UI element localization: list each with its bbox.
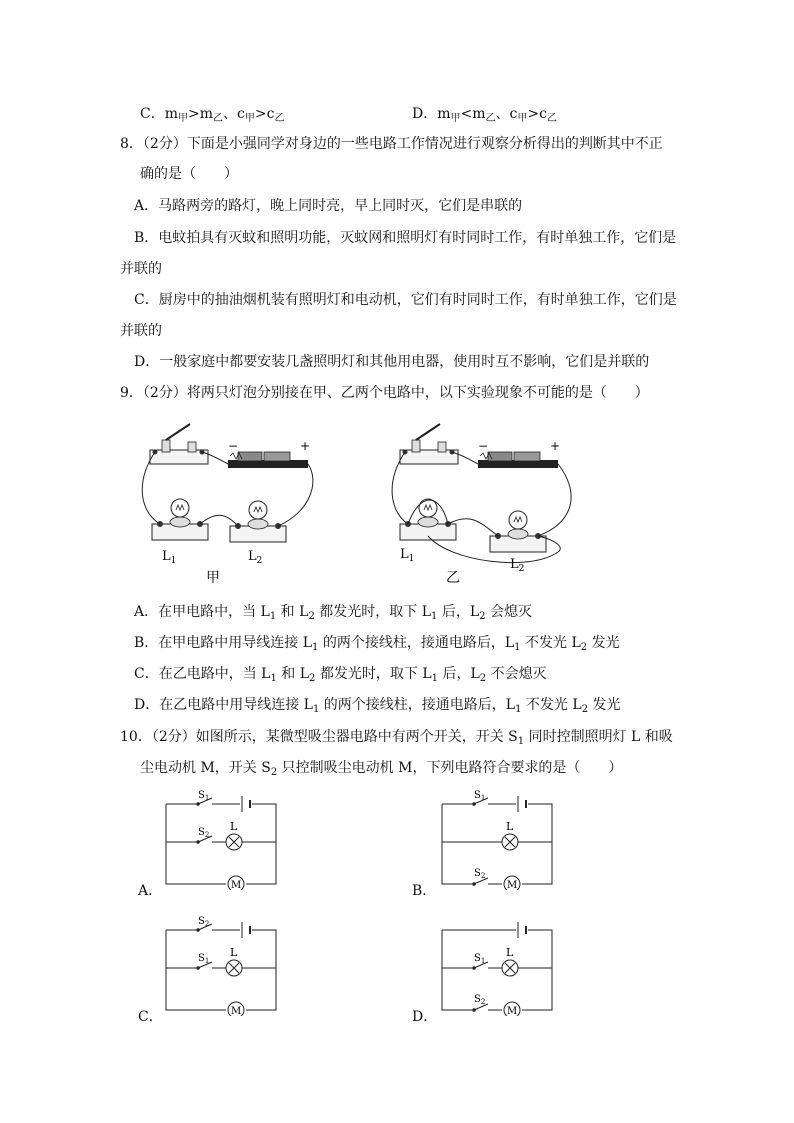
q8-option-c-line2: 并联的 [120,323,162,339]
q9-figure [130,412,600,592]
q9-caption-yi: 乙 [446,570,460,586]
q9-option-b: B．在甲电路中用导线连接 $L_1$ 的两个接线柱，接通电路后，$L_1$ 不发光 $L_2$ 发光 [134,635,620,653]
q9-label-l1-left: $L_1$ [162,549,177,566]
q8-option-c-line1: C．厨房中的抽油烟机装有照明灯和电动机，它们有时同时工作，有时单独工作，它们是 [134,292,677,308]
q9-option-a: A．在甲电路中，当 $L_1$ 和 $L_2$ 都发光时，取下 $L_1$ 后，$L_2$ 会熄灭 [134,604,532,622]
q10-diagram-c [160,916,290,1016]
q10-b-s2: $S_2$ [474,868,486,880]
q8-stem-line2: 确的是（ ） [140,166,238,182]
q10-label-c: C． [138,1009,163,1025]
q10-a-motor: M [231,880,242,890]
q9-stem: 9．（2分）将两只灯泡分别接在甲、乙两个电路中，以下实验现象不可能的是（ ） [120,385,649,401]
q10-d-lamp: L [506,946,514,959]
q10-b-motor: M [507,880,518,890]
q10-label-b: B． [412,883,437,899]
q10-a-s1: $S_1$ [198,790,210,802]
q9-label-l2-right: $L_2$ [510,557,525,574]
q10-d-s2: $S_2$ [474,994,486,1006]
q10-stem-line1: 10．（2分）如图所示，某微型吸尘器电路中有两个开关，开关 $S_1$ 同时控制照明灯 L 和吸 [120,729,673,747]
q10-diagram-b [436,790,566,890]
q9-minus-right: − [478,439,489,453]
q10-c-s1: $S_1$ [198,953,210,965]
q10-a-s2: $S_2$ [198,827,210,839]
q9-label-l2-left: $L_2$ [248,549,263,566]
q9-option-d: D．在乙电路中用导线连接 $L_1$ 的两个接线柱，接通电路后，$L_1$ 不发光 $L_2$ 发光 [134,697,621,715]
q10-label-a: A． [138,883,163,899]
q10-b-s1: $S_1$ [474,790,486,802]
q10-d-s1: $S_1$ [474,953,486,965]
q8-option-b-line1: B．电蚊拍具有灭蚊和照明功能，灭蚊网和照明灯有时同时工作，有时单独工作，它们是 [134,230,677,246]
q9-label-l1-right: $L_1$ [400,547,415,564]
q10-c-lamp: L [230,946,238,959]
q8-stem-line1: 8．（2分）下面是小强同学对身边的一些电路工作情况进行观察分析得出的判断其中不正 [120,136,663,152]
q10-c-motor: M [231,1006,242,1016]
q8-option-b-line2: 并联的 [120,261,162,277]
q10-b-lamp: L [506,820,514,833]
q10-c-s2: $S_2$ [198,916,210,928]
q9-caption-jia: 甲 [206,570,220,586]
q10-a-lamp: L [230,820,238,833]
q9-minus-left: − [228,439,239,453]
q8-option-a: A．马路两旁的路灯，晚上同时亮，早上同时灭，它们是串联的 [134,198,523,214]
q9-option-c: C．在乙电路中，当 $L_1$ 和 $L_2$ 都发光时，取下 $L_1$ 后，$L_2$ 不会熄灭 [134,666,547,684]
q9-plus-left: + [300,439,311,453]
q10-stem-line2: 尘电动机 M，开关 $S_2$ 只控制吸尘电动机 M，下列电路符合要求的是（ ） [140,760,623,778]
q10-d-motor: M [507,1006,518,1016]
q8-option-d: D．一般家庭中都要安装几盏照明灯和其他用电器，使用时互不影响，它们是并联的 [134,354,650,370]
q10-diagram-a [160,790,290,890]
q7-option-d: D．$m_甲<m_乙$、$c_甲>c_乙$ [412,106,557,124]
q9-plus-right: + [550,439,561,453]
q10-label-d: D． [412,1009,438,1025]
q7-option-c: C．$m_甲>m_乙$、$c_甲>c_乙$ [140,106,285,124]
q10-diagram-d [436,916,566,1016]
